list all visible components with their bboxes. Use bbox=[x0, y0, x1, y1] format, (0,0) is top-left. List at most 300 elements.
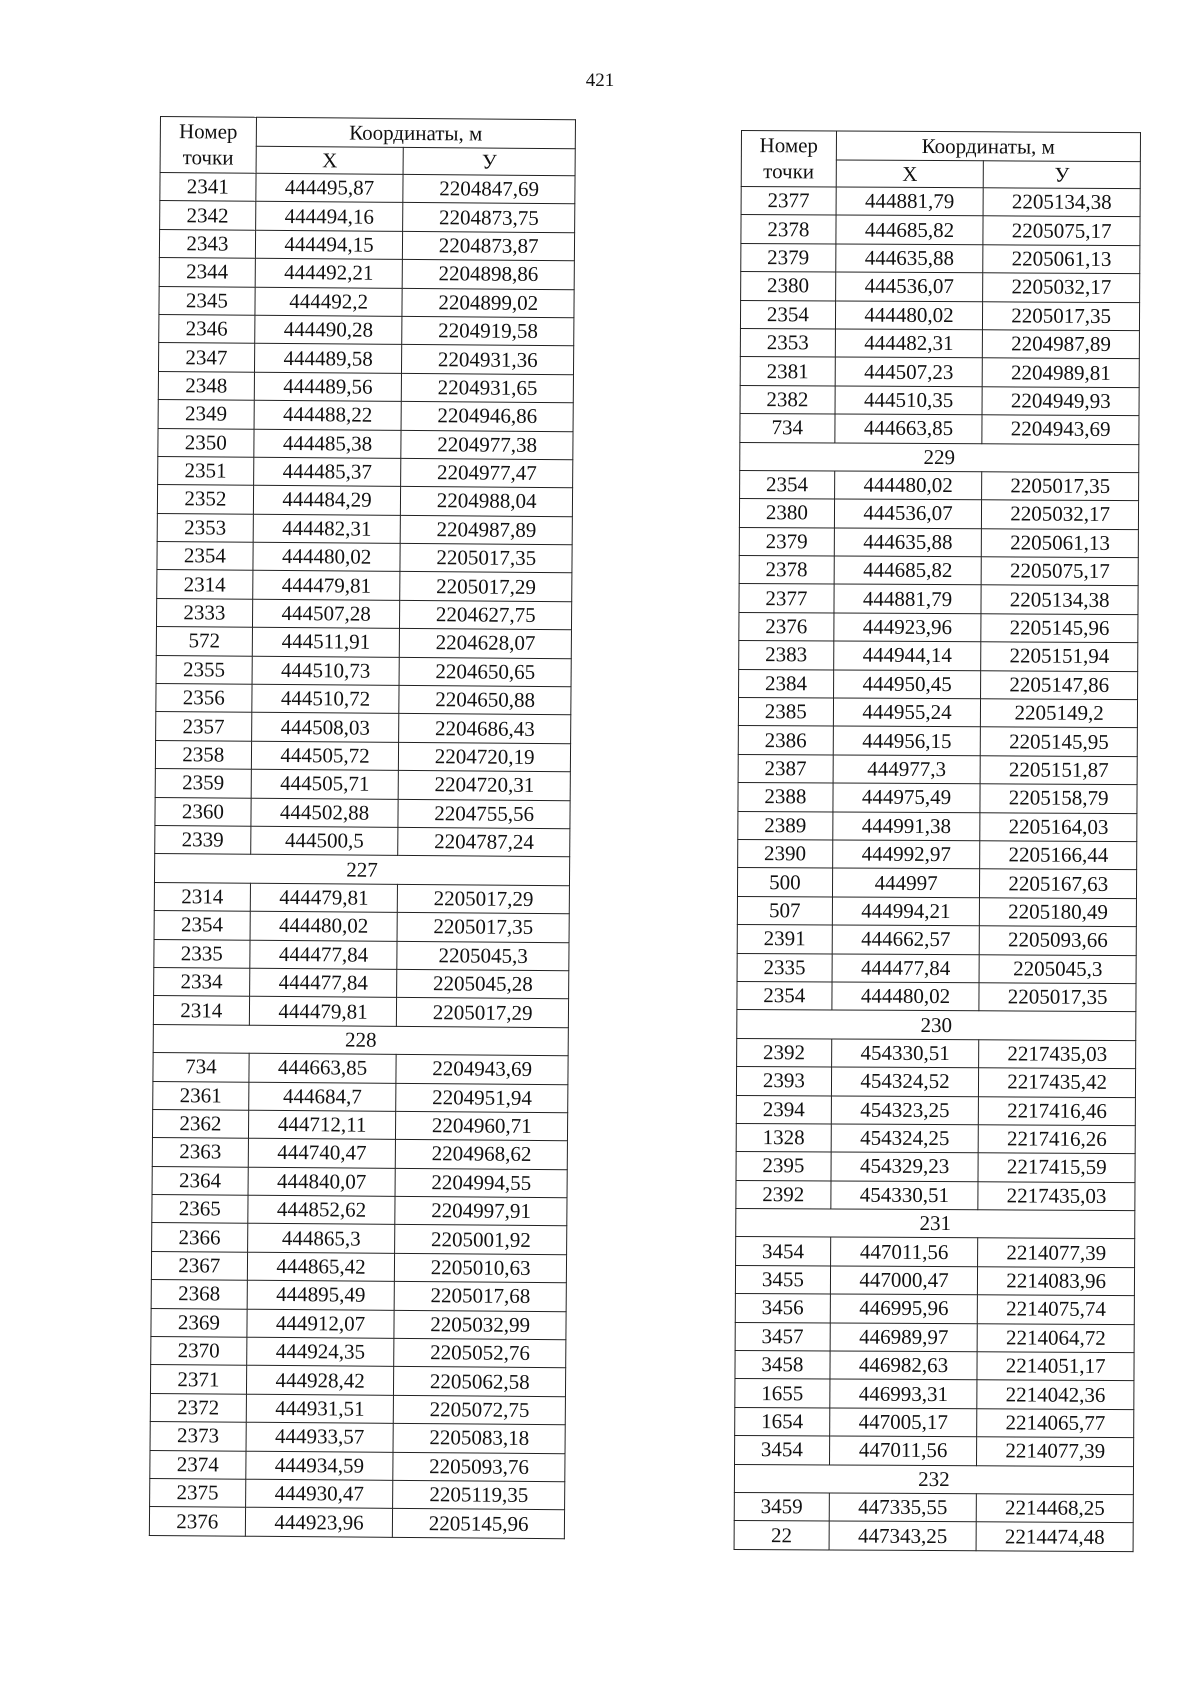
x-coordinate-cell: 444992,97 bbox=[832, 840, 980, 869]
table-row bbox=[158, 456, 573, 488]
x-coordinate-cell: 444485,37 bbox=[253, 457, 401, 487]
y-coordinate-cell: 2204943,69 bbox=[982, 415, 1139, 444]
y-coordinate-cell: 2217435,03 bbox=[979, 1039, 1136, 1068]
y-coordinate-cell: 2205017,35 bbox=[979, 983, 1136, 1012]
table-row bbox=[156, 655, 571, 687]
point-number-cell: 2364 bbox=[152, 1166, 248, 1195]
x-coordinate-cell: 447000,47 bbox=[830, 1266, 978, 1295]
point-number-cell: 2335 bbox=[154, 939, 250, 968]
point-number-cell: 2393 bbox=[736, 1067, 831, 1096]
y-coordinate-cell: 2205075,17 bbox=[981, 557, 1138, 586]
y-coordinate-cell: 2204977,38 bbox=[401, 430, 573, 460]
point-number-cell: 2348 bbox=[158, 371, 254, 400]
y-coordinate-cell: 2214083,96 bbox=[978, 1267, 1135, 1296]
x-coordinate-cell: 444956,15 bbox=[833, 726, 981, 755]
point-number-cell: 2314 bbox=[154, 882, 250, 911]
point-number-cell: 3457 bbox=[735, 1322, 830, 1351]
table-row bbox=[156, 627, 571, 659]
section-row bbox=[153, 1024, 568, 1056]
y-coordinate-cell: 2205149,2 bbox=[981, 699, 1138, 728]
x-coordinate-cell: 444488,22 bbox=[254, 400, 402, 430]
table-row bbox=[741, 243, 1140, 273]
y-coordinate-cell: 2205017,29 bbox=[400, 572, 572, 602]
point-number-cell: 2392 bbox=[736, 1180, 831, 1209]
point-number-cell: 2357 bbox=[156, 712, 252, 741]
x-coordinate-cell: 444852,62 bbox=[248, 1195, 396, 1225]
table-row bbox=[738, 811, 1137, 841]
table-row bbox=[737, 1038, 1136, 1068]
table-row bbox=[735, 1351, 1134, 1381]
table-row bbox=[151, 1251, 566, 1283]
point-number-cell: 2370 bbox=[151, 1336, 247, 1365]
table-row bbox=[738, 726, 1137, 756]
y-coordinate-cell: 2205145,96 bbox=[393, 1509, 565, 1539]
y-coordinate-cell: 2205032,17 bbox=[982, 500, 1139, 529]
y-coordinate-cell: 2205017,35 bbox=[983, 301, 1140, 330]
section-row bbox=[737, 1010, 1136, 1040]
table-row bbox=[151, 1308, 566, 1340]
table-row bbox=[154, 939, 569, 971]
y-coordinate-cell: 2205017,35 bbox=[400, 543, 572, 573]
section-label: 230 bbox=[737, 1010, 1136, 1040]
x-coordinate-cell: 444912,07 bbox=[247, 1309, 395, 1339]
point-number-cell: 2363 bbox=[152, 1138, 248, 1167]
y-coordinate-cell: 2205151,87 bbox=[980, 756, 1137, 785]
x-coordinate-cell: 444635,88 bbox=[836, 244, 984, 273]
point-number-cell: 2372 bbox=[150, 1393, 246, 1422]
table-row bbox=[741, 272, 1140, 302]
y-coordinate-cell: 2205017,68 bbox=[395, 1282, 567, 1312]
x-coordinate-cell: 444930,47 bbox=[245, 1479, 393, 1509]
table-row bbox=[158, 428, 573, 460]
x-coordinate-cell: 444663,85 bbox=[835, 414, 983, 443]
x-coordinate-cell: 444490,28 bbox=[254, 315, 402, 345]
table-row bbox=[736, 1180, 1135, 1210]
table-row bbox=[158, 371, 573, 403]
point-number-cell: 2355 bbox=[156, 655, 252, 684]
table-row bbox=[739, 612, 1138, 642]
point-number-cell: 2380 bbox=[741, 272, 836, 301]
section-label: 229 bbox=[740, 442, 1139, 472]
x-coordinate-cell: 444685,82 bbox=[834, 556, 982, 585]
x-coordinate-cell: 444924,35 bbox=[246, 1337, 394, 1367]
point-number-cell: 2395 bbox=[736, 1152, 831, 1181]
x-coordinate-cell: 444505,72 bbox=[251, 741, 399, 771]
table-row bbox=[153, 1053, 568, 1085]
point-number-cell: 2343 bbox=[159, 229, 255, 258]
y-coordinate-cell: 2205119,35 bbox=[393, 1480, 565, 1510]
point-number-cell: 3459 bbox=[734, 1492, 829, 1521]
point-number-cell: 2346 bbox=[159, 314, 255, 343]
y-coordinate-cell: 2205180,49 bbox=[980, 898, 1137, 927]
table-row bbox=[157, 485, 572, 517]
y-coordinate-cell: 2214077,39 bbox=[977, 1437, 1134, 1466]
point-number-cell: 2339 bbox=[155, 825, 251, 854]
y-coordinate-cell: 2205147,86 bbox=[981, 670, 1138, 699]
x-coordinate-cell: 444510,73 bbox=[252, 656, 400, 686]
x-coordinate-cell: 444482,31 bbox=[253, 514, 401, 544]
section-label: 231 bbox=[736, 1209, 1135, 1239]
table-row bbox=[155, 769, 570, 801]
y-coordinate-cell: 2205093,76 bbox=[393, 1452, 565, 1482]
point-number-cell: 1328 bbox=[736, 1123, 831, 1152]
y-coordinate-cell: 2205001,92 bbox=[395, 1225, 567, 1255]
x-coordinate-cell: 444712,11 bbox=[248, 1110, 396, 1140]
y-coordinate-cell: 2217415,59 bbox=[978, 1153, 1135, 1182]
header-coordinates: Координаты, м bbox=[836, 131, 1140, 162]
x-coordinate-cell: 444482,31 bbox=[835, 329, 983, 358]
point-number-cell: 2354 bbox=[737, 981, 832, 1010]
point-number-cell: 3454 bbox=[736, 1237, 831, 1266]
y-coordinate-cell: 2205151,94 bbox=[981, 642, 1138, 671]
point-number-cell: 2371 bbox=[150, 1365, 246, 1394]
table-row bbox=[737, 925, 1136, 955]
x-coordinate-cell: 446982,63 bbox=[830, 1351, 978, 1380]
point-number-cell: 2391 bbox=[737, 925, 832, 954]
section-row bbox=[740, 442, 1139, 472]
table-row bbox=[735, 1379, 1134, 1409]
y-coordinate-cell: 2205017,29 bbox=[398, 884, 570, 914]
point-number-cell: 2362 bbox=[152, 1109, 248, 1138]
table-row bbox=[739, 556, 1138, 586]
y-coordinate-cell: 2204960,71 bbox=[396, 1111, 568, 1141]
y-coordinate-cell: 2204977,47 bbox=[401, 458, 573, 488]
y-coordinate-cell: 2204755,56 bbox=[398, 799, 570, 829]
point-number-cell: 3458 bbox=[735, 1351, 830, 1380]
header-point-number: Номер точки bbox=[160, 117, 256, 174]
x-coordinate-cell: 444480,02 bbox=[250, 911, 398, 941]
table-row bbox=[157, 542, 572, 574]
y-coordinate-cell: 2214077,39 bbox=[978, 1238, 1135, 1267]
x-coordinate-cell: 444928,42 bbox=[246, 1366, 394, 1396]
y-coordinate-cell: 2205032,17 bbox=[983, 273, 1140, 302]
point-number-cell: 2356 bbox=[156, 684, 252, 713]
y-coordinate-cell: 2204997,91 bbox=[395, 1196, 567, 1226]
y-coordinate-cell: 2205017,35 bbox=[982, 472, 1139, 501]
point-number-cell: 2369 bbox=[151, 1308, 247, 1337]
x-coordinate-cell: 454323,25 bbox=[831, 1095, 979, 1124]
y-coordinate-cell: 2204720,19 bbox=[399, 742, 571, 772]
x-coordinate-cell: 444994,21 bbox=[832, 897, 980, 926]
table-row bbox=[735, 1407, 1134, 1437]
x-coordinate-cell: 444480,02 bbox=[835, 301, 983, 330]
x-coordinate-cell: 447343,25 bbox=[829, 1521, 977, 1550]
point-number-cell: 2347 bbox=[158, 343, 254, 372]
y-coordinate-cell: 2205017,35 bbox=[397, 913, 569, 943]
y-coordinate-cell: 2204931,36 bbox=[402, 345, 574, 375]
point-number-cell: 2342 bbox=[160, 201, 256, 230]
table-row bbox=[736, 1067, 1135, 1097]
y-coordinate-cell: 2214065,77 bbox=[977, 1409, 1134, 1438]
x-coordinate-cell: 444502,88 bbox=[251, 798, 399, 828]
x-coordinate-cell: 444923,96 bbox=[245, 1508, 393, 1538]
x-coordinate-cell: 444536,07 bbox=[835, 272, 983, 301]
x-coordinate-cell: 444684,7 bbox=[248, 1082, 396, 1112]
y-coordinate-cell: 2204650,88 bbox=[399, 685, 571, 715]
point-number-cell: 2380 bbox=[739, 499, 834, 528]
point-number-cell: 2389 bbox=[738, 811, 833, 840]
y-coordinate-cell: 2214042,36 bbox=[977, 1380, 1134, 1409]
x-coordinate-cell: 444507,23 bbox=[835, 357, 983, 386]
x-coordinate-cell: 444489,58 bbox=[254, 344, 402, 374]
y-coordinate-cell: 2214064,72 bbox=[977, 1323, 1134, 1352]
y-coordinate-cell: 2204994,55 bbox=[395, 1168, 567, 1198]
point-number-cell: 2354 bbox=[154, 911, 250, 940]
y-coordinate-cell: 2205061,13 bbox=[982, 528, 1139, 557]
x-coordinate-cell: 454329,23 bbox=[831, 1152, 979, 1181]
table-row bbox=[739, 669, 1138, 699]
x-coordinate-cell: 444975,49 bbox=[833, 783, 981, 812]
x-coordinate-cell: 447011,56 bbox=[829, 1436, 977, 1465]
point-number-cell: 2390 bbox=[738, 839, 833, 868]
point-number-cell: 2375 bbox=[150, 1478, 246, 1507]
x-coordinate-cell: 444507,28 bbox=[252, 599, 400, 629]
x-coordinate-cell: 444510,35 bbox=[835, 386, 983, 415]
table-row bbox=[738, 839, 1137, 869]
y-coordinate-cell: 2205134,38 bbox=[981, 585, 1138, 614]
point-number-cell: 2344 bbox=[159, 258, 255, 287]
point-number-cell: 2387 bbox=[738, 754, 833, 783]
x-coordinate-cell: 444508,03 bbox=[251, 713, 399, 743]
y-coordinate-cell: 2204628,07 bbox=[400, 629, 572, 659]
x-coordinate-cell: 444881,79 bbox=[834, 584, 982, 613]
table-body-left bbox=[149, 173, 575, 1539]
x-coordinate-cell: 444740,47 bbox=[248, 1139, 396, 1169]
table-row bbox=[740, 357, 1139, 387]
x-coordinate-cell: 444477,84 bbox=[250, 940, 398, 970]
point-number-cell: 2379 bbox=[739, 527, 834, 556]
table-row bbox=[157, 570, 572, 602]
y-coordinate-cell: 2205072,75 bbox=[394, 1395, 566, 1425]
table-row bbox=[151, 1336, 566, 1368]
table-row bbox=[152, 1166, 567, 1198]
point-number-cell: 2366 bbox=[152, 1223, 248, 1252]
table-row bbox=[150, 1478, 565, 1510]
table-row bbox=[737, 953, 1136, 983]
section-row bbox=[736, 1209, 1135, 1239]
section-label: 227 bbox=[154, 854, 569, 886]
table-row bbox=[159, 314, 574, 346]
x-coordinate-cell: 444494,15 bbox=[255, 230, 403, 260]
y-coordinate-cell: 2205045,28 bbox=[397, 969, 569, 999]
x-coordinate-cell: 444865,3 bbox=[247, 1224, 395, 1254]
y-coordinate-cell: 2204946,86 bbox=[401, 402, 573, 432]
y-coordinate-cell: 2204987,89 bbox=[401, 515, 573, 545]
x-coordinate-cell: 444955,24 bbox=[833, 698, 981, 727]
point-number-cell: 2353 bbox=[740, 328, 835, 357]
y-coordinate-cell: 2205045,3 bbox=[397, 941, 569, 971]
x-coordinate-cell: 444895,49 bbox=[247, 1280, 395, 1310]
table-row bbox=[156, 684, 571, 716]
point-number-cell: 2351 bbox=[158, 456, 254, 485]
table-row bbox=[152, 1223, 567, 1255]
point-number-cell: 3456 bbox=[735, 1294, 830, 1323]
table-row bbox=[160, 173, 575, 205]
point-number-cell: 2353 bbox=[157, 513, 253, 542]
table-row bbox=[740, 470, 1139, 500]
table-row bbox=[735, 1322, 1134, 1352]
point-number-cell: 2354 bbox=[740, 470, 835, 499]
table-row bbox=[154, 967, 569, 999]
point-number-cell: 2386 bbox=[738, 726, 833, 755]
y-coordinate-cell: 2204989,81 bbox=[983, 358, 1140, 387]
table-row bbox=[738, 754, 1137, 784]
y-coordinate-cell: 2217416,26 bbox=[979, 1125, 1136, 1154]
y-coordinate-cell: 2204787,24 bbox=[398, 827, 570, 857]
y-coordinate-cell: 2217435,03 bbox=[978, 1181, 1135, 1210]
x-coordinate-cell: 444477,84 bbox=[832, 954, 980, 983]
table-row bbox=[159, 258, 574, 290]
y-coordinate-cell: 2204720,31 bbox=[399, 771, 571, 801]
point-number-cell: 2352 bbox=[157, 485, 253, 514]
point-number-cell: 2379 bbox=[741, 243, 836, 272]
y-coordinate-cell: 2205075,17 bbox=[983, 216, 1140, 245]
x-coordinate-cell: 454330,51 bbox=[831, 1181, 979, 1210]
table-row bbox=[152, 1138, 567, 1170]
table-row bbox=[739, 641, 1138, 671]
section-label: 228 bbox=[153, 1024, 568, 1056]
table-row bbox=[734, 1492, 1133, 1522]
y-coordinate-cell: 2205045,3 bbox=[979, 954, 1136, 983]
table-row bbox=[736, 1237, 1135, 1267]
y-coordinate-cell: 2214075,74 bbox=[978, 1295, 1135, 1324]
header-y: У bbox=[403, 147, 575, 175]
x-coordinate-cell: 444477,84 bbox=[249, 968, 397, 998]
x-coordinate-cell: 444923,96 bbox=[834, 613, 982, 642]
table-row bbox=[155, 825, 570, 857]
y-coordinate-cell: 2204931,65 bbox=[402, 373, 574, 403]
table-row bbox=[737, 868, 1136, 898]
x-coordinate-cell: 444977,3 bbox=[833, 755, 981, 784]
header-point-number: Номер точки bbox=[741, 131, 836, 187]
x-coordinate-cell: 444484,29 bbox=[253, 486, 401, 516]
x-coordinate-cell: 444933,57 bbox=[246, 1422, 394, 1452]
point-number-cell: 2350 bbox=[158, 428, 254, 457]
x-coordinate-cell: 444511,91 bbox=[252, 627, 400, 657]
x-coordinate-cell: 444950,45 bbox=[833, 670, 981, 699]
y-coordinate-cell: 2204650,65 bbox=[399, 657, 571, 687]
coordinates-table-right bbox=[734, 130, 1141, 1552]
x-coordinate-cell: 444479,81 bbox=[250, 883, 398, 913]
point-number-cell: 500 bbox=[737, 868, 832, 897]
x-coordinate-cell: 454330,51 bbox=[831, 1039, 979, 1068]
table-row bbox=[736, 1123, 1135, 1153]
point-number-cell: 2381 bbox=[740, 357, 835, 386]
point-number-cell: 2374 bbox=[150, 1450, 246, 1479]
x-coordinate-cell: 444492,21 bbox=[255, 258, 403, 288]
table-row bbox=[739, 527, 1138, 557]
y-coordinate-cell: 2204898,86 bbox=[403, 260, 575, 290]
y-coordinate-cell: 2204987,89 bbox=[983, 330, 1140, 359]
point-number-cell: 2385 bbox=[738, 698, 833, 727]
point-number-cell: 3455 bbox=[735, 1265, 830, 1294]
x-coordinate-cell: 444991,38 bbox=[833, 812, 981, 841]
point-number-cell: 2354 bbox=[740, 300, 835, 329]
point-number-cell: 2384 bbox=[739, 669, 834, 698]
table-row bbox=[739, 499, 1138, 529]
table-row bbox=[156, 598, 571, 630]
header-x: Х bbox=[256, 146, 404, 174]
point-number-cell: 22 bbox=[734, 1521, 829, 1550]
y-coordinate-cell: 2205017,29 bbox=[397, 998, 569, 1028]
y-coordinate-cell: 2214474,48 bbox=[976, 1522, 1133, 1551]
point-number-cell: 1654 bbox=[735, 1407, 830, 1436]
x-coordinate-cell: 444480,02 bbox=[253, 542, 401, 572]
table-row bbox=[741, 187, 1140, 217]
point-number-cell: 2360 bbox=[155, 797, 251, 826]
point-number-cell: 2383 bbox=[739, 641, 834, 670]
y-coordinate-cell: 2204951,94 bbox=[396, 1083, 568, 1113]
header-x: Х bbox=[836, 160, 984, 188]
x-coordinate-cell: 444494,16 bbox=[255, 202, 403, 232]
table-row bbox=[739, 584, 1138, 614]
table-row bbox=[741, 215, 1140, 245]
x-coordinate-cell: 444505,71 bbox=[251, 769, 399, 799]
x-coordinate-cell: 444500,5 bbox=[250, 826, 398, 856]
point-number-cell: 2345 bbox=[159, 286, 255, 315]
y-coordinate-cell: 2205083,18 bbox=[393, 1424, 565, 1454]
table-row bbox=[155, 740, 570, 772]
page-number: 421 bbox=[585, 70, 615, 91]
x-coordinate-cell: 444685,82 bbox=[836, 215, 984, 244]
point-number-cell: 734 bbox=[740, 414, 835, 443]
y-coordinate-cell: 2204847,69 bbox=[403, 174, 575, 204]
y-coordinate-cell: 2214468,25 bbox=[977, 1494, 1134, 1523]
table-row bbox=[740, 385, 1139, 415]
y-coordinate-cell: 2204968,62 bbox=[396, 1140, 568, 1170]
x-coordinate-cell: 444663,85 bbox=[249, 1053, 397, 1083]
point-number-cell: 2382 bbox=[740, 385, 835, 414]
point-number-cell: 572 bbox=[156, 627, 252, 656]
point-number-cell: 2349 bbox=[158, 400, 254, 429]
table-row bbox=[737, 981, 1136, 1011]
y-coordinate-cell: 2214051,17 bbox=[977, 1352, 1134, 1381]
table-row bbox=[735, 1294, 1134, 1324]
point-number-cell: 2392 bbox=[737, 1038, 832, 1067]
point-number-cell: 2368 bbox=[151, 1280, 247, 1309]
table-row bbox=[154, 882, 569, 914]
y-coordinate-cell: 2204988,04 bbox=[401, 487, 573, 517]
table-row bbox=[736, 1095, 1135, 1125]
point-number-cell: 2367 bbox=[151, 1251, 247, 1280]
y-coordinate-cell: 2205052,76 bbox=[394, 1338, 566, 1368]
x-coordinate-cell: 444840,07 bbox=[248, 1167, 396, 1197]
x-coordinate-cell: 444479,81 bbox=[249, 997, 397, 1027]
y-coordinate-cell: 2204873,75 bbox=[403, 203, 575, 233]
table-row bbox=[149, 1507, 564, 1539]
x-coordinate-cell: 444944,14 bbox=[833, 641, 981, 670]
table-row bbox=[738, 698, 1137, 728]
y-coordinate-cell: 2205167,63 bbox=[980, 869, 1137, 898]
table-row bbox=[158, 343, 573, 375]
point-number-cell: 2335 bbox=[737, 953, 832, 982]
table-row bbox=[740, 300, 1139, 330]
table-row bbox=[155, 797, 570, 829]
table-row bbox=[160, 201, 575, 233]
x-coordinate-cell: 447005,17 bbox=[829, 1408, 977, 1437]
table-row bbox=[737, 896, 1136, 926]
y-coordinate-cell: 2204873,87 bbox=[403, 231, 575, 261]
section-label: 232 bbox=[734, 1464, 1133, 1494]
table-row bbox=[156, 712, 571, 744]
y-coordinate-cell: 2205010,63 bbox=[395, 1253, 567, 1283]
point-number-cell: 2341 bbox=[160, 173, 256, 202]
x-coordinate-cell: 444485,38 bbox=[254, 429, 402, 459]
point-number-cell: 2358 bbox=[155, 740, 251, 769]
x-coordinate-cell: 444881,79 bbox=[836, 187, 984, 216]
point-number-cell: 2376 bbox=[149, 1507, 245, 1536]
y-coordinate-cell: 2205164,03 bbox=[980, 812, 1137, 841]
